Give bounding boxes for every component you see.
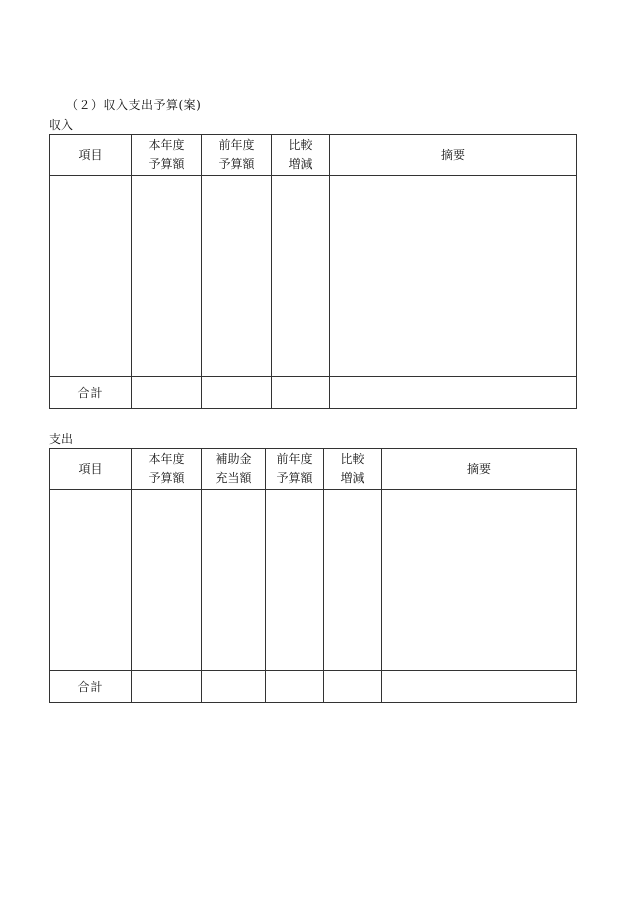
expense-header-item: 項目: [50, 449, 132, 490]
income-header-prev-budget: 前年度 予算額: [202, 135, 272, 176]
income-table: [49, 134, 577, 409]
income-cell-prev-budget[interactable]: [202, 176, 272, 377]
income-header-difference: 比較 増減: [272, 135, 330, 176]
income-header-item: 項目: [50, 135, 132, 176]
expense-cell-prev-budget[interactable]: [266, 490, 324, 671]
income-cell-summary[interactable]: [330, 176, 577, 377]
expense-body-row: [50, 490, 577, 671]
income-total-summary[interactable]: [330, 377, 577, 409]
expense-header-difference: 比較 増減: [324, 449, 382, 490]
income-header-current-budget: 本年度 予算額: [132, 135, 202, 176]
expense-label: 支出: [49, 432, 74, 446]
income-header-summary: 摘要: [330, 135, 577, 176]
income-total-label: 合計: [50, 377, 132, 409]
expense-cell-difference[interactable]: [324, 490, 382, 671]
expense-total-difference[interactable]: [324, 671, 382, 703]
expense-total-prev-budget[interactable]: [266, 671, 324, 703]
expense-total-row: [50, 671, 577, 703]
income-cell-difference[interactable]: [272, 176, 330, 377]
income-total-difference[interactable]: [272, 377, 330, 409]
income-total-row: [50, 377, 577, 409]
expense-header-subsidy: 補助金 充当額: [202, 449, 266, 490]
expense-header-summary: 摘要: [382, 449, 577, 490]
section-heading: （２）収入支出予算(案): [66, 98, 202, 112]
income-total-current-budget[interactable]: [132, 377, 202, 409]
income-label: 収入: [49, 118, 74, 132]
income-total-prev-budget[interactable]: [202, 377, 272, 409]
expense-cell-item[interactable]: [50, 490, 132, 671]
expense-total-label: 合計: [50, 671, 132, 703]
expense-total-current-budget[interactable]: [132, 671, 202, 703]
income-body-row: [50, 176, 577, 377]
expense-header-prev-budget: 前年度 予算額: [266, 449, 324, 490]
expense-total-subsidy[interactable]: [202, 671, 266, 703]
income-cell-current-budget[interactable]: [132, 176, 202, 377]
expense-cell-subsidy[interactable]: [202, 490, 266, 671]
expense-header-current-budget: 本年度 予算額: [132, 449, 202, 490]
expense-header-row: [50, 449, 577, 490]
income-cell-item[interactable]: [50, 176, 132, 377]
expense-cell-summary[interactable]: [382, 490, 577, 671]
expense-total-summary[interactable]: [382, 671, 577, 703]
income-header-row: [50, 135, 577, 176]
expense-cell-current-budget[interactable]: [132, 490, 202, 671]
expense-table: [49, 448, 577, 703]
